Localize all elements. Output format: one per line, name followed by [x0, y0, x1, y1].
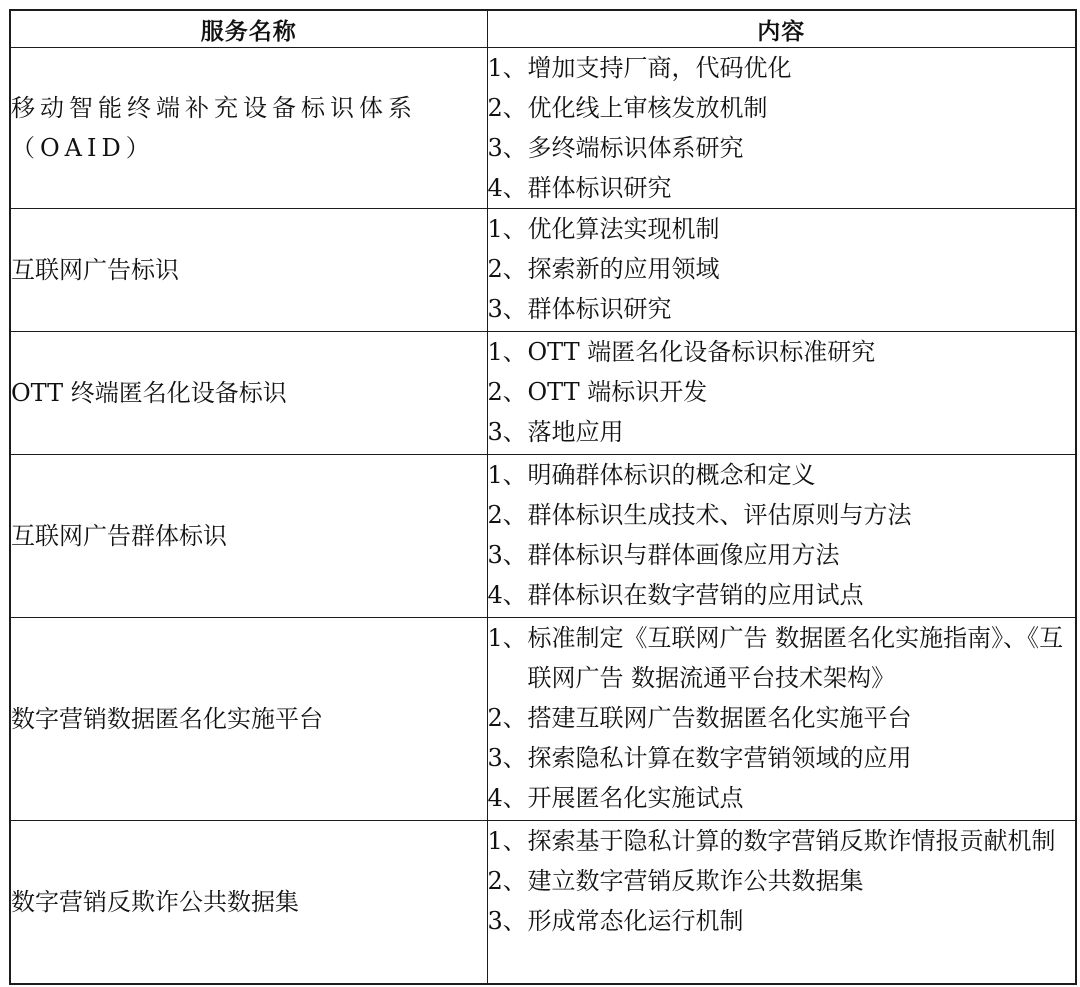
item-number: 2、 [487, 501, 527, 529]
item-number: 3、 [487, 134, 527, 162]
list-item [488, 332, 1076, 372]
item-number: 3、 [487, 907, 527, 935]
item-number: 4、 [487, 784, 527, 812]
list-item [488, 535, 1076, 575]
item-number: 4、 [487, 174, 527, 202]
list-item [488, 249, 1076, 289]
item-number: 1、 [487, 215, 527, 243]
list-item [488, 412, 1076, 452]
table-row [10, 209, 1076, 332]
table-row [10, 455, 1076, 618]
item-text: 群体标识生成技术、评估原则与方法 [527, 501, 912, 529]
item-text: 优化线上审核发放机制 [527, 94, 768, 122]
item-number: 1、 [487, 338, 527, 366]
item-number: 1、 [487, 54, 527, 82]
list-item [488, 861, 1076, 901]
content-cell [487, 821, 1076, 984]
item-text: 群体标识研究 [527, 295, 672, 323]
service-name-cell: OTT 终端匿名化设备标识 [10, 332, 487, 455]
list-item [488, 778, 1076, 818]
item-number: 1、 [487, 827, 527, 855]
list-item [488, 209, 1076, 249]
item-number: 3、 [487, 541, 527, 569]
list-item [488, 289, 1076, 329]
list-item [488, 738, 1076, 778]
list-item [488, 575, 1076, 615]
list-item [488, 618, 1076, 698]
item-text: 搭建互联网广告数据匿名化实施平台 [527, 704, 912, 732]
list-item [488, 372, 1076, 412]
header-service-name: 服务名称 [10, 10, 487, 48]
item-number: 1、 [487, 461, 527, 489]
service-name-cell: 互联网广告群体标识 [10, 455, 487, 618]
item-text: 群体标识与群体画像应用方法 [527, 541, 840, 569]
table-row [10, 618, 1076, 821]
item-text: 优化算法实现机制 [527, 215, 720, 243]
content-cell [487, 332, 1076, 455]
item-text: 多终端标识体系研究 [527, 134, 744, 162]
item-text: 落地应用 [527, 418, 624, 446]
table-header-row [10, 10, 1076, 48]
table-row [10, 332, 1076, 455]
list-item [488, 88, 1076, 128]
content-cell [487, 48, 1076, 209]
table-row [10, 821, 1076, 984]
item-number: 2、 [487, 867, 527, 895]
item-text: 探索基于隐私计算的数字营销反欺诈情报贡献机制 [527, 827, 1056, 855]
content-cell [487, 455, 1076, 618]
item-number: 1、 [487, 624, 527, 652]
list-item [488, 168, 1076, 208]
item-text: 增加支持厂商，代码优化 [527, 54, 792, 82]
service-name-cell: 数字营销数据匿名化实施平台 [10, 618, 487, 821]
service-name-cell: 移动智能终端补充设备标识体系（OAID） [10, 48, 487, 209]
item-text: 群体标识在数字营销的应用试点 [527, 581, 864, 609]
item-text: 建立数字营销反欺诈公共数据集 [527, 867, 864, 895]
content-cell [487, 618, 1076, 821]
service-table [9, 9, 1077, 985]
item-text: OTT 端标识开发 [527, 378, 708, 406]
item-number: 3、 [487, 295, 527, 323]
list-item [488, 48, 1076, 88]
item-number: 2、 [487, 94, 527, 122]
header-content: 内容 [487, 10, 1076, 48]
item-text: 明确群体标识的概念和定义 [527, 461, 816, 489]
list-item [488, 901, 1076, 941]
item-text: 群体标识研究 [527, 174, 672, 202]
list-item [488, 128, 1076, 168]
service-name-cell: 互联网广告标识 [10, 209, 487, 332]
item-text: 探索新的应用领域 [527, 255, 720, 283]
list-item [488, 495, 1076, 535]
list-item [488, 821, 1076, 861]
item-number: 2、 [487, 704, 527, 732]
item-text: 形成常态化运行机制 [527, 907, 744, 935]
item-number: 2、 [487, 255, 527, 283]
item-text: 标准制定《互联网广告 数据匿名化实施指南》、《互联网广告 数据流通平台技术架构》 [527, 624, 1064, 692]
list-item [488, 455, 1076, 495]
item-text: 开展匿名化实施试点 [527, 784, 744, 812]
item-text: 探索隐私计算在数字营销领域的应用 [527, 744, 912, 772]
service-name-cell: 数字营销反欺诈公共数据集 [10, 821, 487, 984]
item-number: 4、 [487, 581, 527, 609]
item-number: 3、 [487, 418, 527, 446]
service-table-container [9, 9, 1075, 980]
item-number: 3、 [487, 744, 527, 772]
list-item [488, 698, 1076, 738]
item-text: OTT 端匿名化设备标识标准研究 [527, 338, 876, 366]
content-cell [487, 209, 1076, 332]
table-row [10, 48, 1076, 209]
item-number: 2、 [487, 378, 527, 406]
